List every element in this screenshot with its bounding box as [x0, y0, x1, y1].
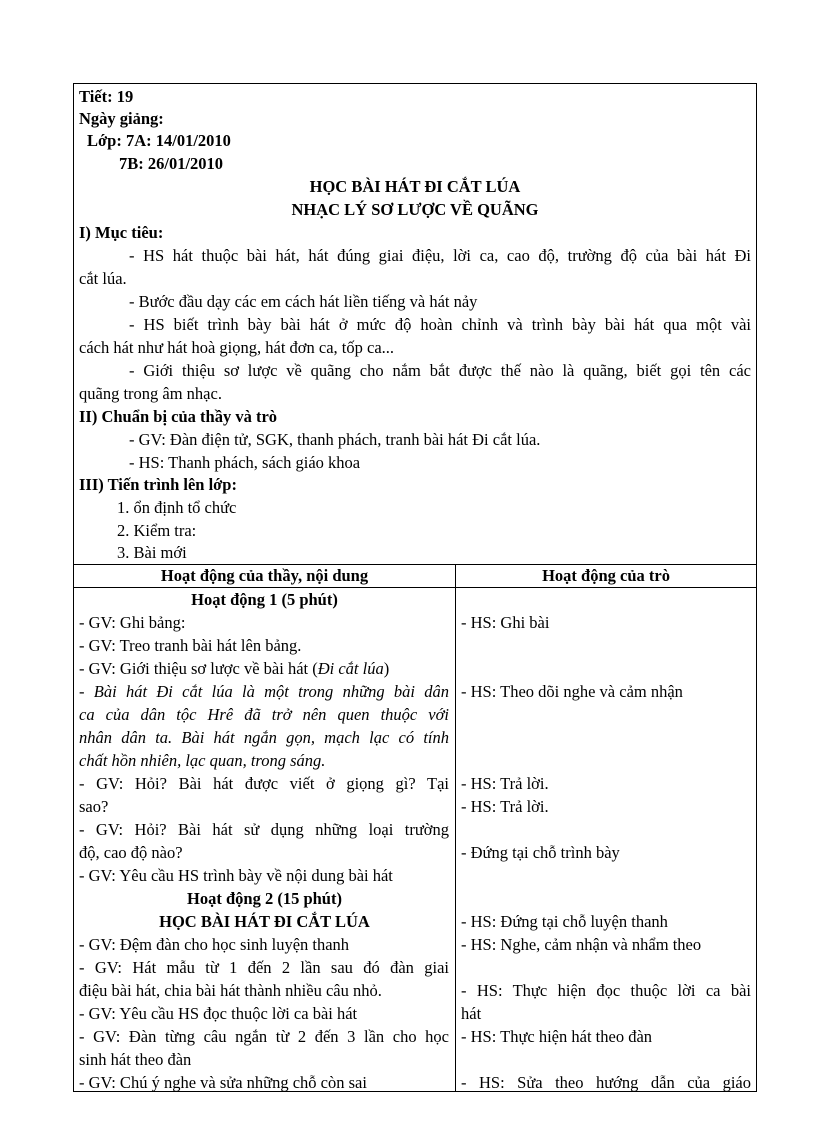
- procedure-heading: III) Tiến trình lên lớp:: [79, 475, 237, 494]
- teacher-line: - GV: Treo tranh bài hát lên bảng.: [79, 636, 302, 655]
- lesson-subtitle: NHẠC LÝ SƠ LƯỢC VỀ QUÃNG: [291, 200, 539, 219]
- teaching-date-label: Ngày giảng:: [79, 109, 164, 128]
- teacher-line: - GV: Ghi bảng:: [79, 613, 186, 632]
- song-description-line: chất hồn nhiên, lạc quan, trong sáng.: [79, 751, 326, 770]
- teacher-line: sao?: [79, 797, 109, 816]
- student-line: - HS: Đứng tại chỗ luyện thanh: [461, 912, 668, 931]
- preparation-teacher: - GV: Đàn điện tử, SGK, thanh phách, tranh bài hát Đi cắt lúa.: [129, 430, 541, 449]
- teacher-line: - GV: Yêu cầu HS trình bày về nội dung bài hát: [79, 866, 393, 885]
- student-line: - HS: Trả lời.: [461, 797, 549, 816]
- teacher-line: - GV: Hỏi? Bài hát được viết ở giọng gì? Tại: [79, 774, 449, 793]
- objective-3-line-1: - HS biết trình bày bài hát ở mức độ hoàn chỉnh và trình bày bài hát qua một vài: [129, 315, 751, 334]
- teacher-line: - GV: Hỏi? Bài hát sử dụng những loại trường: [79, 820, 449, 839]
- objective-4-line-1: - Giới thiệu sơ lược về quãng cho nắm bắt được thế nào là quãng, biết gọi tên các: [129, 361, 751, 380]
- objective-1-line-2: cắt lúa.: [79, 269, 127, 288]
- teacher-line: - GV: Đệm đàn cho học sinh luyện thanh: [79, 935, 350, 954]
- song-description-line: nhân dân ta. Bài hát ngắn gọn, mạch lạc có tính: [79, 728, 449, 747]
- teacher-line: - GV: Đàn từng câu ngắn từ 2 đến 3 lần cho học: [79, 1027, 449, 1046]
- activity-1-title: Hoạt động 1 (5 phút): [191, 590, 338, 609]
- class-7a-date: 7A: 14/01/2010: [125, 131, 231, 150]
- student-line: - HS: Thực hiện hát theo đàn: [461, 1027, 653, 1046]
- teacher-line: - GV: Giới thiệu sơ lược về bài hát (Đi cắt lúa): [79, 659, 390, 678]
- teacher-line: sinh hát theo đàn: [79, 1050, 192, 1069]
- preparation-heading: II) Chuẩn bị của thầy và trò: [79, 407, 278, 426]
- student-line: - HS: Sửa theo hướng dẫn của giáo: [461, 1073, 751, 1092]
- teacher-line: - GV: Yêu cầu HS đọc thuộc lời ca bài hát: [79, 1004, 358, 1023]
- column-header-teacher: Hoạt động của thầy, nội dung: [160, 566, 369, 585]
- procedure-step-3: 3. Bài mới: [117, 543, 187, 562]
- teacher-line: - GV: Hát mẫu từ 1 đến 2 lần sau đó đàn giai: [79, 958, 449, 977]
- objectives-heading: I) Mục tiêu:: [79, 223, 164, 242]
- objective-2: - Bước đầu dạy các em cách hát liền tiếng và hát nảy: [129, 292, 478, 311]
- teacher-line: - GV: Chú ý nghe và sửa những chỗ còn sai: [79, 1073, 367, 1092]
- teacher-line: điệu bài hát, chia bài hát thành nhiều câu nhỏ.: [79, 981, 382, 1000]
- student-line: - HS: Ghi bài: [461, 613, 550, 632]
- objective-4-line-2: quãng trong âm nhạc.: [79, 384, 222, 403]
- student-line: - HS: Thực hiện đọc thuộc lời ca bài: [461, 981, 751, 1000]
- class-7b-date: 7B: 26/01/2010: [119, 154, 224, 173]
- preparation-students: - HS: Thanh phách, sách giáo khoa: [129, 453, 361, 472]
- student-line: - HS: Theo dõi nghe và cảm nhận: [461, 682, 683, 701]
- class-7a-row: [87, 130, 231, 152]
- class-label: Lớp:: [87, 131, 122, 150]
- lesson-plan-page: [73, 83, 757, 1092]
- table-header-divider: [74, 587, 756, 588]
- procedure-step-1: 1. ổn định tổ chức: [117, 498, 237, 517]
- student-line: hát: [461, 1004, 482, 1023]
- teacher-line: độ, cao độ nào?: [79, 843, 183, 862]
- student-line: - Đứng tại chỗ trình bày: [461, 843, 620, 862]
- procedure-step-2: 2. Kiểm tra:: [117, 521, 197, 540]
- activity-2-subtitle: HỌC BÀI HÁT ĐI CẮT LÚA: [159, 912, 370, 931]
- lesson-title: HỌC BÀI HÁT ĐI CẮT LÚA: [309, 177, 521, 196]
- column-header-student: Hoạt động của trò: [542, 566, 670, 585]
- student-line: - HS: Trả lời.: [461, 774, 549, 793]
- song-description-line: - Bài hát Đi cắt lúa là một trong những bài dân: [79, 682, 449, 701]
- table-column-divider: [455, 564, 456, 1091]
- objective-1-line-1: - HS hát thuộc bài hát, hát đúng giai điệu, lời ca, cao độ, trường độ của bài hát Đi: [129, 246, 751, 265]
- song-description-line: ca của dân tộc Hrê đã trở nên quen thuộc với: [79, 705, 449, 724]
- lesson-number: Tiết: 19: [79, 87, 134, 106]
- objective-3-line-2: cách hát như hát hoà giọng, hát đơn ca, tốp ca...: [79, 338, 395, 357]
- activity-2-title: Hoạt động 2 (15 phút): [187, 889, 342, 908]
- student-line: - HS: Nghe, cảm nhận và nhẩm theo: [461, 935, 702, 954]
